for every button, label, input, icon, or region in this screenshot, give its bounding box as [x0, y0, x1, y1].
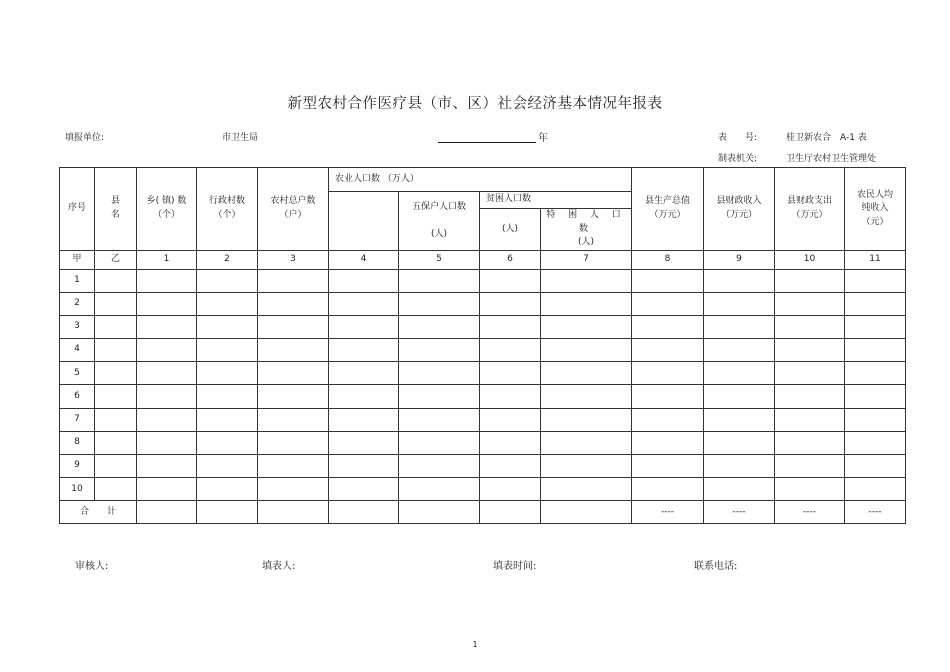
row-number: 7	[60, 408, 95, 431]
special-poor-header: 特 困 人 口 数 (人)	[541, 209, 632, 251]
header-row-1	[60, 168, 906, 192]
table-cell	[632, 408, 704, 431]
revenue-header: 县财政收入 （万元）	[704, 168, 775, 251]
table-cell	[632, 339, 704, 362]
table-row	[60, 362, 906, 385]
towns-header: 乡( 镇) 数 （个）	[137, 168, 197, 251]
row-number: 1	[60, 269, 95, 292]
table-cell	[541, 478, 632, 501]
table-cell	[197, 339, 258, 362]
table-cell	[137, 315, 197, 338]
table-cell	[845, 408, 906, 431]
table-cell	[704, 269, 775, 292]
form-number-label: 表 号:	[718, 133, 758, 143]
total-gdp: ----	[632, 501, 704, 524]
table-cell	[197, 269, 258, 292]
poor-unit: (人)	[480, 209, 541, 251]
table-cell	[775, 339, 845, 362]
table-cell	[541, 269, 632, 292]
table-cell	[95, 339, 137, 362]
table-cell	[704, 362, 775, 385]
total-cell	[197, 501, 258, 524]
table-cell	[704, 431, 775, 454]
data-rows	[60, 269, 906, 501]
villages-header: 行政村数 （个）	[197, 168, 258, 251]
table-cell	[95, 478, 137, 501]
table-cell	[704, 315, 775, 338]
table-cell	[197, 362, 258, 385]
row-number: 2	[60, 292, 95, 315]
table-row	[60, 269, 906, 292]
table-cell	[399, 478, 480, 501]
index-cell: 甲	[60, 250, 95, 269]
table-cell	[632, 362, 704, 385]
total-cell	[329, 501, 399, 524]
seq-header: 序号	[60, 168, 95, 251]
table-cell	[541, 455, 632, 478]
table-cell	[137, 339, 197, 362]
row-number: 4	[60, 339, 95, 362]
table-cell	[845, 315, 906, 338]
report-title: 新型农村合作医疗县（市、区）社会经济基本情况年报表	[287, 96, 663, 112]
phone-label: 联系电话:	[694, 561, 738, 572]
table-cell	[329, 478, 399, 501]
index-cell: 11	[845, 250, 906, 269]
table-cell	[541, 408, 632, 431]
table-cell	[480, 431, 541, 454]
table-cell	[399, 455, 480, 478]
table-cell	[197, 292, 258, 315]
table-cell	[845, 478, 906, 501]
table-cell	[95, 315, 137, 338]
table-row	[60, 292, 906, 315]
poor-header: 贫困人口数	[480, 192, 632, 209]
table-cell	[480, 408, 541, 431]
table-cell	[775, 269, 845, 292]
row-number: 9	[60, 455, 95, 478]
total-income: ----	[845, 501, 906, 524]
table-cell	[95, 269, 137, 292]
county-name-header: 县 名	[95, 168, 137, 251]
total-expenditure: ----	[775, 501, 845, 524]
table-cell	[480, 315, 541, 338]
table-cell	[704, 478, 775, 501]
year-underline	[438, 142, 536, 143]
row-number: 10	[60, 478, 95, 501]
table-row	[60, 431, 906, 454]
table-cell	[137, 385, 197, 408]
total-cell	[137, 501, 197, 524]
table-cell	[704, 455, 775, 478]
table-cell	[399, 292, 480, 315]
table-cell	[632, 292, 704, 315]
table-cell	[329, 292, 399, 315]
table-cell	[258, 478, 329, 501]
filing-unit-value: 市卫生局	[222, 133, 259, 143]
table-cell	[480, 292, 541, 315]
table-row	[60, 455, 906, 478]
year-suffix: 年	[538, 133, 548, 144]
table-cell	[480, 269, 541, 292]
index-cell: 乙	[95, 250, 137, 269]
table-cell	[258, 339, 329, 362]
table-cell	[258, 385, 329, 408]
table-cell	[541, 385, 632, 408]
index-cell: 1	[137, 250, 197, 269]
page-number: 1	[472, 640, 478, 649]
fill-time-label: 填表时间:	[493, 561, 537, 572]
table-cell	[632, 315, 704, 338]
table-cell	[137, 478, 197, 501]
table-cell	[399, 362, 480, 385]
table-cell	[197, 408, 258, 431]
table-cell	[704, 385, 775, 408]
table-cell	[541, 362, 632, 385]
table-cell	[329, 362, 399, 385]
table-cell	[399, 269, 480, 292]
row-number: 5	[60, 362, 95, 385]
table-cell	[258, 292, 329, 315]
table-row	[60, 478, 906, 501]
table-cell	[137, 431, 197, 454]
index-cell: 9	[704, 250, 775, 269]
index-row	[60, 250, 906, 269]
row-number: 3	[60, 315, 95, 338]
table-cell	[775, 408, 845, 431]
table-cell	[845, 339, 906, 362]
table-cell	[845, 362, 906, 385]
table-cell	[258, 431, 329, 454]
index-cell: 2	[197, 250, 258, 269]
table-cell	[845, 385, 906, 408]
table-cell	[197, 455, 258, 478]
table-cell	[480, 478, 541, 501]
total-cell	[258, 501, 329, 524]
table-cell	[399, 431, 480, 454]
form-number-value: 桂卫新农合 A-1 表	[786, 133, 867, 143]
table-cell	[775, 431, 845, 454]
table-cell	[632, 455, 704, 478]
table-cell	[399, 315, 480, 338]
table-cell	[775, 478, 845, 501]
wubao-header: 五保户人口数 (人)	[399, 192, 480, 251]
table-row	[60, 315, 906, 338]
index-cell: 6	[480, 250, 541, 269]
filler-label: 填表人:	[262, 561, 296, 572]
table-row	[60, 385, 906, 408]
total-row	[60, 501, 906, 524]
reviewer-label: 审核人:	[75, 561, 109, 572]
row-number: 8	[60, 431, 95, 454]
total-cell	[399, 501, 480, 524]
table-cell	[137, 269, 197, 292]
table-cell	[197, 431, 258, 454]
agency-label: 制表机关:	[718, 154, 758, 164]
index-cell: 7	[541, 250, 632, 269]
index-cell: 10	[775, 250, 845, 269]
table-cell	[137, 455, 197, 478]
agri-pop-header: 农业人口数 （万人）	[329, 168, 632, 192]
table-cell	[197, 385, 258, 408]
table-cell	[329, 385, 399, 408]
table-cell	[704, 292, 775, 315]
table-cell	[258, 362, 329, 385]
table-cell	[845, 269, 906, 292]
table-cell	[399, 408, 480, 431]
table-cell	[95, 385, 137, 408]
table-cell	[197, 315, 258, 338]
total-revenue: ----	[704, 501, 775, 524]
table-cell	[541, 315, 632, 338]
table-cell	[137, 292, 197, 315]
table-cell	[775, 455, 845, 478]
table-cell	[632, 269, 704, 292]
table-cell	[541, 431, 632, 454]
table-cell	[775, 315, 845, 338]
income-header: 农民人均 纯收入 （元）	[845, 168, 906, 251]
table-cell	[480, 362, 541, 385]
gdp-header: 县生产总值 （万元）	[632, 168, 704, 251]
table-cell	[95, 455, 137, 478]
table-cell	[258, 315, 329, 338]
table-cell	[399, 339, 480, 362]
table-cell	[399, 385, 480, 408]
report-table	[59, 167, 906, 524]
table-cell	[480, 339, 541, 362]
total-cell	[480, 501, 541, 524]
table-cell	[480, 385, 541, 408]
table-cell	[137, 408, 197, 431]
table-cell	[632, 385, 704, 408]
table-cell	[197, 478, 258, 501]
table-cell	[95, 362, 137, 385]
agri-pop-value-cell	[329, 192, 399, 251]
table-cell	[704, 339, 775, 362]
total-label: 合 计	[60, 501, 137, 524]
index-cell: 3	[258, 250, 329, 269]
table-cell	[541, 292, 632, 315]
table-cell	[775, 292, 845, 315]
table-cell	[258, 269, 329, 292]
total-cell	[541, 501, 632, 524]
table-cell	[845, 292, 906, 315]
table-cell	[845, 455, 906, 478]
table-cell	[480, 455, 541, 478]
agency-value: 卫生厅农村卫生管理处	[786, 154, 877, 164]
index-cell: 4	[329, 250, 399, 269]
table-cell	[137, 362, 197, 385]
index-cell: 8	[632, 250, 704, 269]
households-header: 农村总户数 （户）	[258, 168, 329, 251]
table-cell	[775, 385, 845, 408]
table-cell	[95, 431, 137, 454]
table-cell	[632, 431, 704, 454]
table-row	[60, 408, 906, 431]
table-cell	[258, 408, 329, 431]
table-cell	[95, 408, 137, 431]
table-cell	[704, 408, 775, 431]
table-cell	[845, 431, 906, 454]
table-cell	[329, 431, 399, 454]
filing-unit-label: 填报单位:	[65, 133, 105, 143]
table-cell	[329, 455, 399, 478]
table-cell	[329, 408, 399, 431]
index-cell: 5	[399, 250, 480, 269]
row-number: 6	[60, 385, 95, 408]
table-cell	[329, 315, 399, 338]
table-cell	[775, 362, 845, 385]
table-cell	[95, 292, 137, 315]
expenditure-header: 县财政支出 （万元）	[775, 168, 845, 251]
table-row	[60, 339, 906, 362]
table-cell	[258, 455, 329, 478]
table-cell	[329, 269, 399, 292]
table-cell	[329, 339, 399, 362]
table-cell	[632, 478, 704, 501]
table-cell	[541, 339, 632, 362]
